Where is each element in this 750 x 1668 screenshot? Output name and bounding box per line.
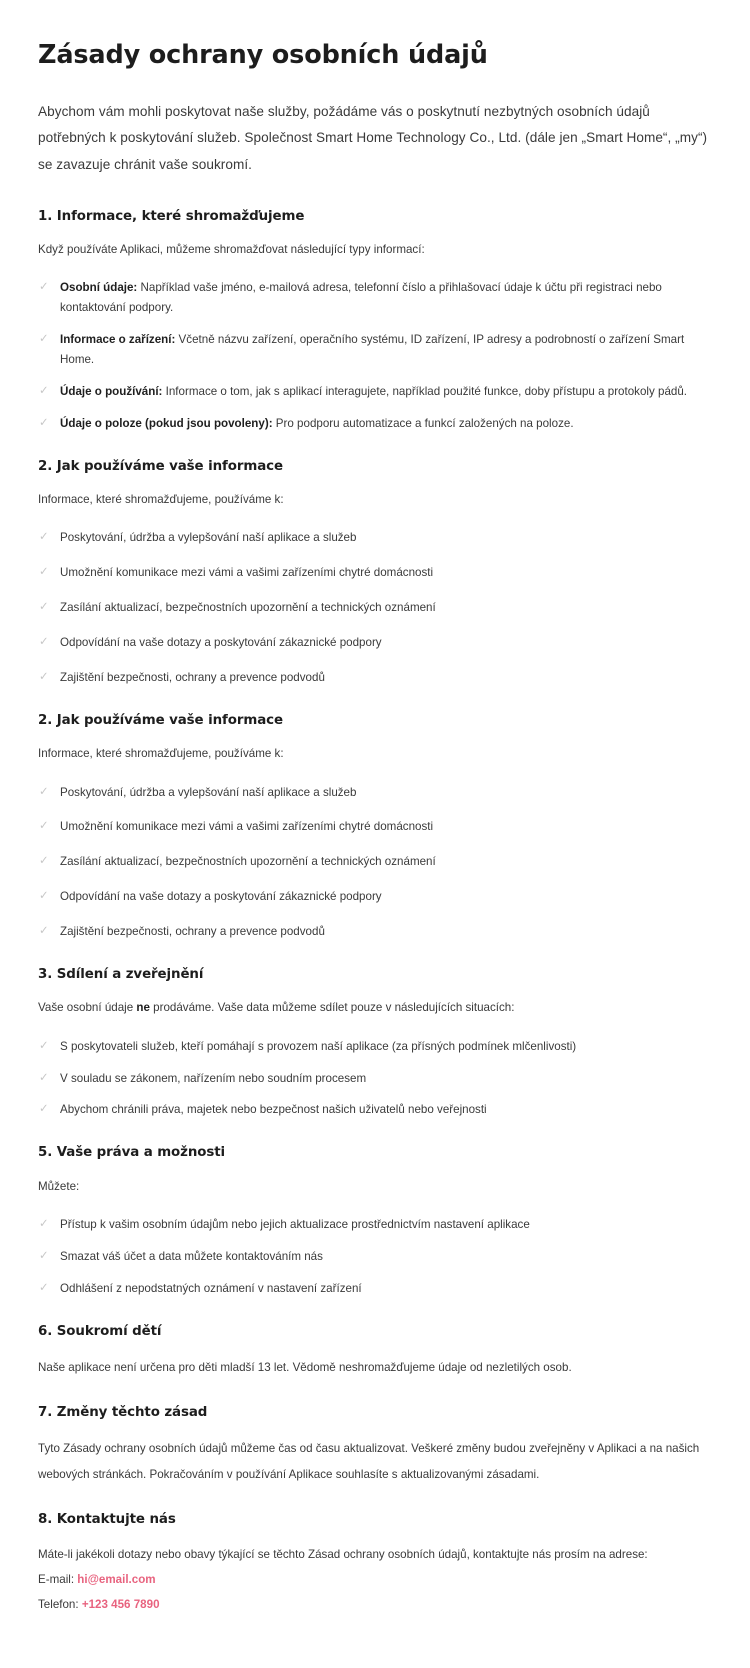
section-paragraph: Tyto Zásady ochrany osobních údajů můžeme čas od času aktualizovat. Veškeré změny budou zveřejněny v Aplikaci a na našich webových stránkách. Pokračováním v používání Aplikace souhlasíte s aktualizovanými zásadami. xyxy=(38,1442,700,1481)
policy-section xyxy=(38,966,715,1120)
list-item-text: Poskytování, údržba a vylepšování naší aplikace a služeb xyxy=(60,785,357,799)
list-item-text: Smazat váš účet a data můžete kontaktováním nás xyxy=(60,1249,323,1263)
check-icon: ✓ xyxy=(39,925,49,938)
policy-section xyxy=(38,208,715,434)
check-list xyxy=(38,278,715,434)
list-item xyxy=(38,1037,715,1057)
list-item-text: Zasílání aktualizací, bezpečnostních upozornění a technických oznámení xyxy=(60,855,436,869)
section-policy-changes xyxy=(38,1404,715,1487)
list-item-text: V souladu se zákonem, nařízením nebo soudním procesem xyxy=(60,1071,367,1085)
check-list xyxy=(38,1037,715,1121)
section-intro-emphasis: ne xyxy=(136,1001,150,1015)
list-item xyxy=(38,817,715,837)
check-icon: ✓ xyxy=(39,1281,49,1294)
section-intro-post: prodáváme. Vaše data můžeme sdílet pouze v následujících situacích: xyxy=(149,1001,515,1015)
check-icon: ✓ xyxy=(39,385,49,398)
email-label: E-mail: xyxy=(38,1573,78,1587)
list-item-text: Pro podporu automatizace a funkcí založených na poloze. xyxy=(272,417,574,431)
contact-email-line xyxy=(38,1568,715,1593)
section-contact-us xyxy=(38,1511,715,1618)
check-icon: ✓ xyxy=(39,1249,49,1262)
list-item-text: Abychom chránili práva, majetek nebo bezpečnost našich uživatelů nebo veřejnosti xyxy=(60,1103,487,1117)
list-item-text: S poskytovateli služeb, kteří pomáhají s provozem naší aplikace (za přísných podmínek mlčenlivosti) xyxy=(60,1039,577,1053)
check-icon: ✓ xyxy=(39,1071,49,1084)
section-intro: Informace, které shromažďujeme, používáme k: xyxy=(38,747,284,761)
list-item-term: Osobní údaje: xyxy=(60,281,138,295)
check-list xyxy=(38,1215,715,1299)
list-item xyxy=(38,887,715,907)
check-icon: ✓ xyxy=(39,566,49,579)
section-heading: 2. Jak používáme vaše informace xyxy=(38,459,283,475)
check-icon: ✓ xyxy=(39,820,49,833)
sections-container xyxy=(38,208,715,1299)
list-item-text: Zasílání aktualizací, bezpečnostních upozornění a technických oznámení xyxy=(60,601,436,615)
policy-section xyxy=(38,712,715,942)
section-childrens-privacy xyxy=(38,1323,715,1381)
list-item-text: Odpovídání na vaše dotazy a poskytování zákaznické podpory xyxy=(60,890,382,904)
check-icon: ✓ xyxy=(39,333,49,346)
list-item-text: Zajištění bezpečnosti, ochrany a prevence podvodů xyxy=(60,671,325,685)
list-item-term: Údaje o poloze (pokud jsou povoleny): xyxy=(60,417,273,431)
section-paragraph: Naše aplikace není určena pro děti mladší 13 let. Vědomě neshromažďujeme údaje od nezletilých osob. xyxy=(38,1360,572,1374)
check-list xyxy=(38,783,715,943)
phone-link[interactable]: +123 456 7890 xyxy=(81,1598,160,1612)
list-item xyxy=(38,330,715,370)
section-intro xyxy=(38,998,715,1018)
phone-label: Telefon: xyxy=(38,1598,82,1612)
section-heading: 1. Informace, které shromažďujeme xyxy=(38,209,305,225)
list-item-text: Informace o tom, jak s aplikací interagujete, například použité funkce, doby přístupu a protokoly pádů. xyxy=(162,385,688,399)
list-item xyxy=(38,598,715,618)
list-item xyxy=(38,852,715,872)
list-item-text: Přístup k vašim osobním údajům nebo jejich aktualizace prostřednictvím nastavení aplikace xyxy=(60,1217,530,1231)
check-icon: ✓ xyxy=(39,1217,49,1230)
intro-paragraph: Abychom vám mohli poskytovat naše služby, požádáme vás o poskytnutí nezbytných osobních údajů potřebných k poskytování služeb. Společnost Smart Home Technology Co., Ltd. (dále jen „Smart Home“, „my“) se zavazuje chránit vaše soukromí. xyxy=(38,103,708,172)
list-item xyxy=(38,382,715,402)
contact-phone-line xyxy=(38,1593,715,1618)
section-intro-pre: Vaše osobní údaje xyxy=(38,1001,137,1015)
list-item-term: Informace o zařízení: xyxy=(60,333,176,347)
list-item xyxy=(38,563,715,583)
list-item xyxy=(38,633,715,653)
list-item xyxy=(38,1279,715,1299)
list-item xyxy=(38,528,715,548)
check-icon: ✓ xyxy=(39,1039,49,1052)
check-icon: ✓ xyxy=(39,890,49,903)
list-item xyxy=(38,1247,715,1267)
section-heading: 7. Změny těchto zásad xyxy=(38,1405,208,1421)
list-item-term: Údaje o používání: xyxy=(60,385,163,399)
section-heading: 5. Vaše práva a možnosti xyxy=(38,1145,226,1161)
list-item-text: Odpovídání na vaše dotazy a poskytování zákaznické podpory xyxy=(60,636,382,650)
list-item-text: Například vaše jméno, e-mailová adresa, telefonní číslo a přihlašovací údaje k účtu při registraci nebo kontaktování podpory. xyxy=(60,281,662,315)
list-item-text: Umožnění komunikace mezi vámi a vašimi zařízeními chytré domácnosti xyxy=(60,566,434,580)
list-item xyxy=(38,783,715,803)
section-heading: 6. Soukromí dětí xyxy=(38,1323,162,1339)
list-item xyxy=(38,278,715,318)
list-item-text: Poskytování, údržba a vylepšování naší aplikace a služeb xyxy=(60,531,357,545)
check-icon: ✓ xyxy=(39,281,49,294)
list-item xyxy=(38,668,715,688)
check-icon: ✓ xyxy=(39,417,49,430)
section-intro: Informace, které shromažďujeme, používáme k: xyxy=(38,493,284,507)
section-intro: Když používáte Aplikaci, můžeme shromažďovat následující typy informací: xyxy=(38,243,425,257)
list-item-text: Včetně názvu zařízení, operačního systému, ID zařízení, IP adresy a podrobností o zařízení Smart Home. xyxy=(60,333,685,367)
section-heading: 2. Jak používáme vaše informace xyxy=(38,713,283,729)
list-item xyxy=(38,1215,715,1235)
list-item-text: Zajištění bezpečnosti, ochrany a prevence podvodů xyxy=(60,925,325,939)
email-link[interactable]: hi@email.com xyxy=(77,1573,156,1587)
list-item xyxy=(38,414,715,434)
section-intro: Můžete: xyxy=(38,1179,80,1193)
check-icon: ✓ xyxy=(39,785,49,798)
page-title: Zásady ochrany osobních údajů xyxy=(38,40,488,70)
list-item xyxy=(38,922,715,942)
check-icon: ✓ xyxy=(39,636,49,649)
check-icon: ✓ xyxy=(39,531,49,544)
list-item xyxy=(38,1069,715,1089)
list-item xyxy=(38,1100,715,1120)
list-item-text: Odhlášení z nepodstatných oznámení v nastavení zařízení xyxy=(60,1281,362,1295)
contact-intro: Máte-li jakékoli dotazy nebo obavy týkající se těchto Zásad ochrany osobních údajů, kontaktujte nás prosím na adrese: xyxy=(38,1548,648,1562)
check-icon: ✓ xyxy=(39,855,49,868)
policy-section xyxy=(38,1144,715,1298)
policy-section xyxy=(38,458,715,688)
check-icon: ✓ xyxy=(39,1103,49,1116)
check-icon: ✓ xyxy=(39,601,49,614)
check-icon: ✓ xyxy=(39,671,49,684)
check-list xyxy=(38,528,715,688)
section-heading: 3. Sdílení a zveřejnění xyxy=(38,967,204,983)
section-heading: 8. Kontaktujte nás xyxy=(38,1512,176,1528)
list-item-text: Umožnění komunikace mezi vámi a vašimi zařízeními chytré domácnosti xyxy=(60,820,434,834)
